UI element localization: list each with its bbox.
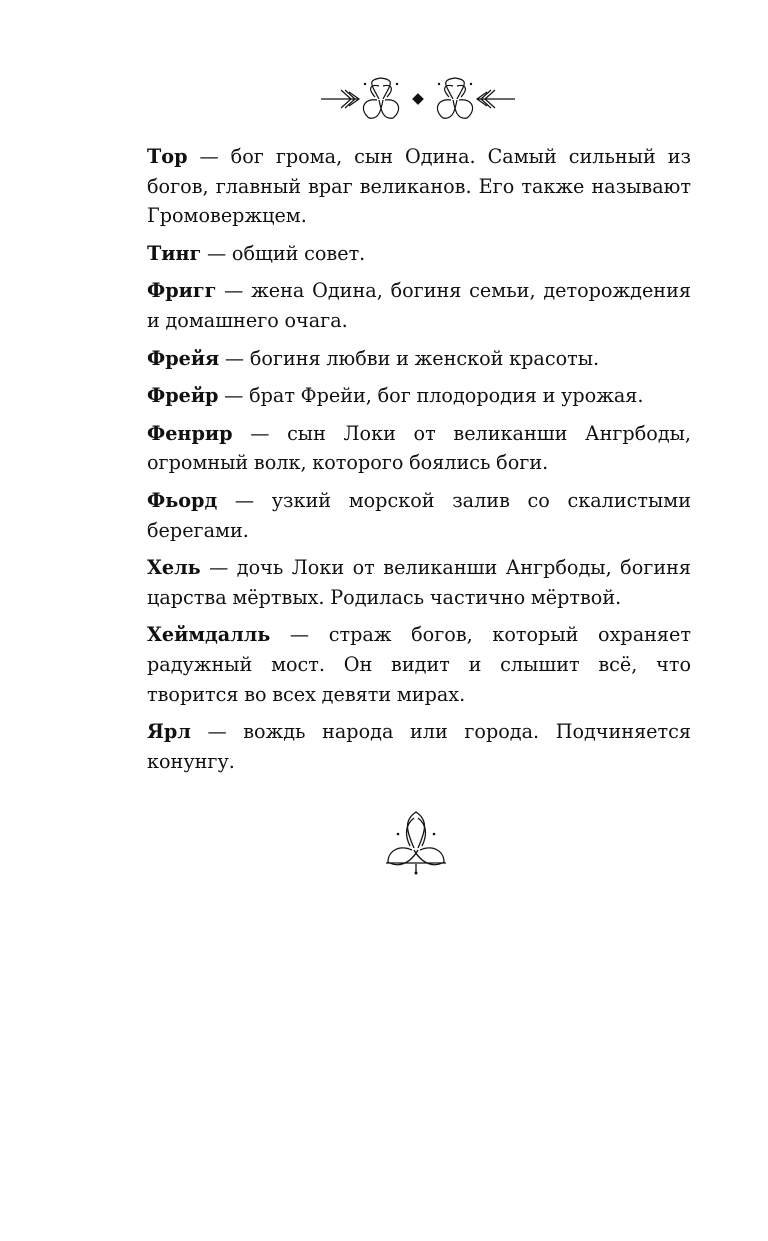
glossary-entry <box>147 239 691 269</box>
glossary-entry <box>147 381 691 411</box>
glossary-definition: — дочь Локи от великанши Ангрбоды, богиня царства мёртвых. Родилась частично мёртвой. <box>147 556 691 609</box>
glossary-entry <box>147 620 691 709</box>
glossary-term: Тинг <box>147 241 202 265</box>
celtic-knot-divider-icon <box>319 74 517 124</box>
glossary-term: Хель <box>147 556 201 580</box>
glossary-definition: — узкий морской залив со скалистыми берегами. <box>147 488 691 542</box>
glossary-entry <box>147 717 691 776</box>
glossary-definition: — бог грома, сын Одина. Самый сильный из богов, главный враг великанов. Его также называют Громовержцем. <box>147 145 691 228</box>
glossary-term: Фрейр <box>147 384 219 408</box>
glossary-definition: — богиня любви и женской красоты. <box>219 346 600 370</box>
glossary-term: Фьорд <box>147 488 218 512</box>
glossary-term: Фрейя <box>147 346 220 370</box>
glossary-term: Хеймдалль <box>147 623 271 647</box>
glossary-definition: — сын Локи от великанши Ангрбоды, огромный волк, которого боялись боги. <box>147 421 691 475</box>
glossary-term: Ярл <box>147 720 191 744</box>
glossary-definition: — брат Фрейи, бог плодородия и урожая. <box>218 384 644 408</box>
glossary-entry <box>147 486 691 545</box>
glossary-definition: — страж богов, который охраняет радужный мост. Он видит и слышит всё, что творится во всех девяти мирах. <box>147 623 691 706</box>
triquetra-knot-icon <box>384 808 448 876</box>
glossary-definition: — общий совет. <box>201 241 366 265</box>
glossary-entry <box>147 142 691 231</box>
glossary-term: Фригг <box>147 279 217 303</box>
glossary-list <box>147 142 691 784</box>
glossary-definition: — вождь народа или города. Подчиняется конунгу. <box>147 720 691 773</box>
glossary-entry <box>147 276 691 335</box>
glossary-term: Фенрир <box>147 421 233 445</box>
glossary-entry <box>147 419 691 478</box>
glossary-term: Тор <box>147 145 188 168</box>
glossary-entry <box>147 553 691 612</box>
glossary-definition: — жена Одина, богиня семьи, деторождения и домашнего очага. <box>147 279 691 332</box>
glossary-entry <box>147 344 691 374</box>
